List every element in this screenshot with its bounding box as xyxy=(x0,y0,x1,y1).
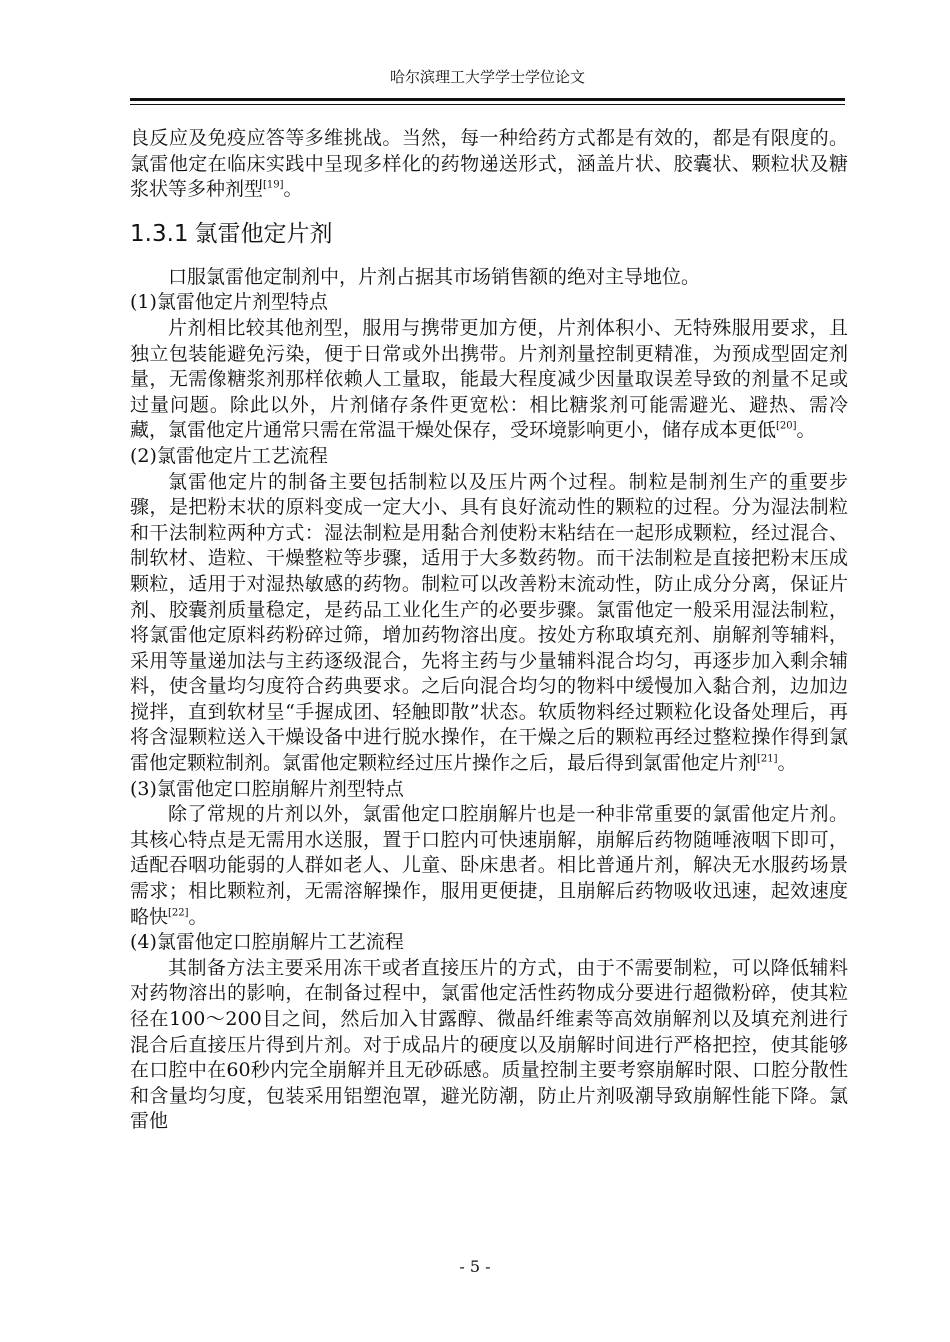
subheading-tablet-process: (2)氯雷他定片工艺流程 xyxy=(130,444,328,467)
section-heading xyxy=(130,219,848,249)
citation: [22] xyxy=(168,907,189,919)
page-body xyxy=(130,126,848,1135)
header-rule-thick xyxy=(130,98,845,101)
section-title: 氯雷他定片剂 xyxy=(194,220,333,247)
paragraph-odt-features: 除了常规的片剂以外，氯雷他定口腔崩解片也是一种非常重要的氯雷他定片剂。其核心特点是无需用水送服，置于口腔内可快速崩解，崩解后药物随唾液咽下即可，适配吞咽功能弱的人群如老人、儿童、卧床患者。相比普通片剂，解决无水服药场景需求；相比颗粒剂，无需溶解操作，服用更便捷，且崩解后药物吸收迅速，起效速度略快[22]。 xyxy=(130,803,848,928)
page-number: - 5 - xyxy=(459,1257,491,1276)
paragraph-tablet-features: 片剂相比较其他剂型，服用与携带更加方便，片剂体积小、无特殊服用要求，且独立包装能避免污染，便于日常或外出携带。片剂剂量控制更精准，为预成型固定剂量，无需像糖浆剂那样依赖人工量取，能最大程度减少因量取误差导致的剂量不足或过量问题。除此以外，片剂储存条件更宽松：相比糖浆剂可能需避光、避热、需冷藏，氯雷他定片通常只需在常温干燥处保存，受环境影响更小，储存成本更低[20]。 xyxy=(130,316,848,442)
paragraph-continued: 良反应及免疫应答等多维挑战。当然，每一种给药方式都是有效的，都是有限度的。氯雷他定在临床实践中呈现多样化的药物递送形式，涵盖片状、胶囊状、颗粒状及糖浆状等多种剂型[19]。 xyxy=(130,127,848,201)
paragraph-tablet-process: 氯雷他定片的制备主要包括制粒以及压片两个过程。制粒是制剂生产的重要步骤，是把粉末状的原料变成一定大小、具有良好流动性的颗粒的过程。分为湿法制粒和干法制粒两种方式：湿法制粒是用黏合剂使粉末粘结在一起形成颗粒，经过混合、制软材、造粒、干燥整粒等步骤，适用于大多数药物。而干法制粒是直接把粉末压成颗粒，适用于对湿热敏感的药物。制粒可以改善粉末流动性，防止成分分离，保证片剂、胶囊剂质量稳定，是药品工业化生产的必要步骤。氯雷他定一般采用湿法制粒，将氯雷他定原料药粉碎过筛，增加药物溶出度。按处方称取填充剂、崩解剂等辅料，采用等量递加法与主药逐级混合，先将主药与少量辅料混合均匀，再逐步加入剩余辅料，使含量均匀度符合药典要求。之后向混合均匀的物料中缓慢加入黏合剂，边加边搅拌，直到软材呈“手握成团、轻触即散”状态。软质物料经过颗粒化设备处理后，再将含湿颗粒送入干燥设备中进行脱水操作，在干燥之后的颗粒再经过整粒操作得到氯雷他定颗粒制剂。氯雷他定颗粒经过压片操作之后，最后得到氯雷他定片剂[21]。 xyxy=(130,470,848,775)
section-number: 1.3.1 xyxy=(130,220,189,247)
subheading-odt-features: (3)氯雷他定口腔崩解片剂型特点 xyxy=(130,777,404,800)
running-header: 哈尔滨理工大学学士学位论文 xyxy=(389,68,585,86)
subheading-tablet-features: (1)氯雷他定片剂型特点 xyxy=(130,291,328,314)
citation: [21] xyxy=(757,753,778,765)
header-rule-thin xyxy=(130,104,845,105)
citation: [19] xyxy=(263,179,284,191)
paragraph-odt-process: 其制备方法主要采用冻干或者直接压片的方式，由于不需要制粒，可以降低辅料对药物溶出的影响，在制备过程中，氯雷他定活性药物成分要进行超微粉碎，使其粒径在100～200目之间，然后加入甘露醇、微晶纤维素等高效崩解剂以及填充剂进行混合后直接压片得到片剂。对于成品片的硬度以及崩解时间进行严格把控，使其能够在口腔中在60秒内完全崩解并且无砂砾感。质量控制主要考察崩解时限、口腔分散性和含量均匀度，包装采用铝塑泡罩，避光防潮，防止片剂吸潮导致崩解性能下降。氯雷他 xyxy=(130,956,848,1133)
subheading-odt-process: (4)氯雷他定口腔崩解片工艺流程 xyxy=(130,931,404,954)
paragraph-intro: 口服氯雷他定制剂中，片剂占据其市场销售额的绝对主导地位。 xyxy=(168,265,701,288)
citation: [20] xyxy=(776,421,797,433)
